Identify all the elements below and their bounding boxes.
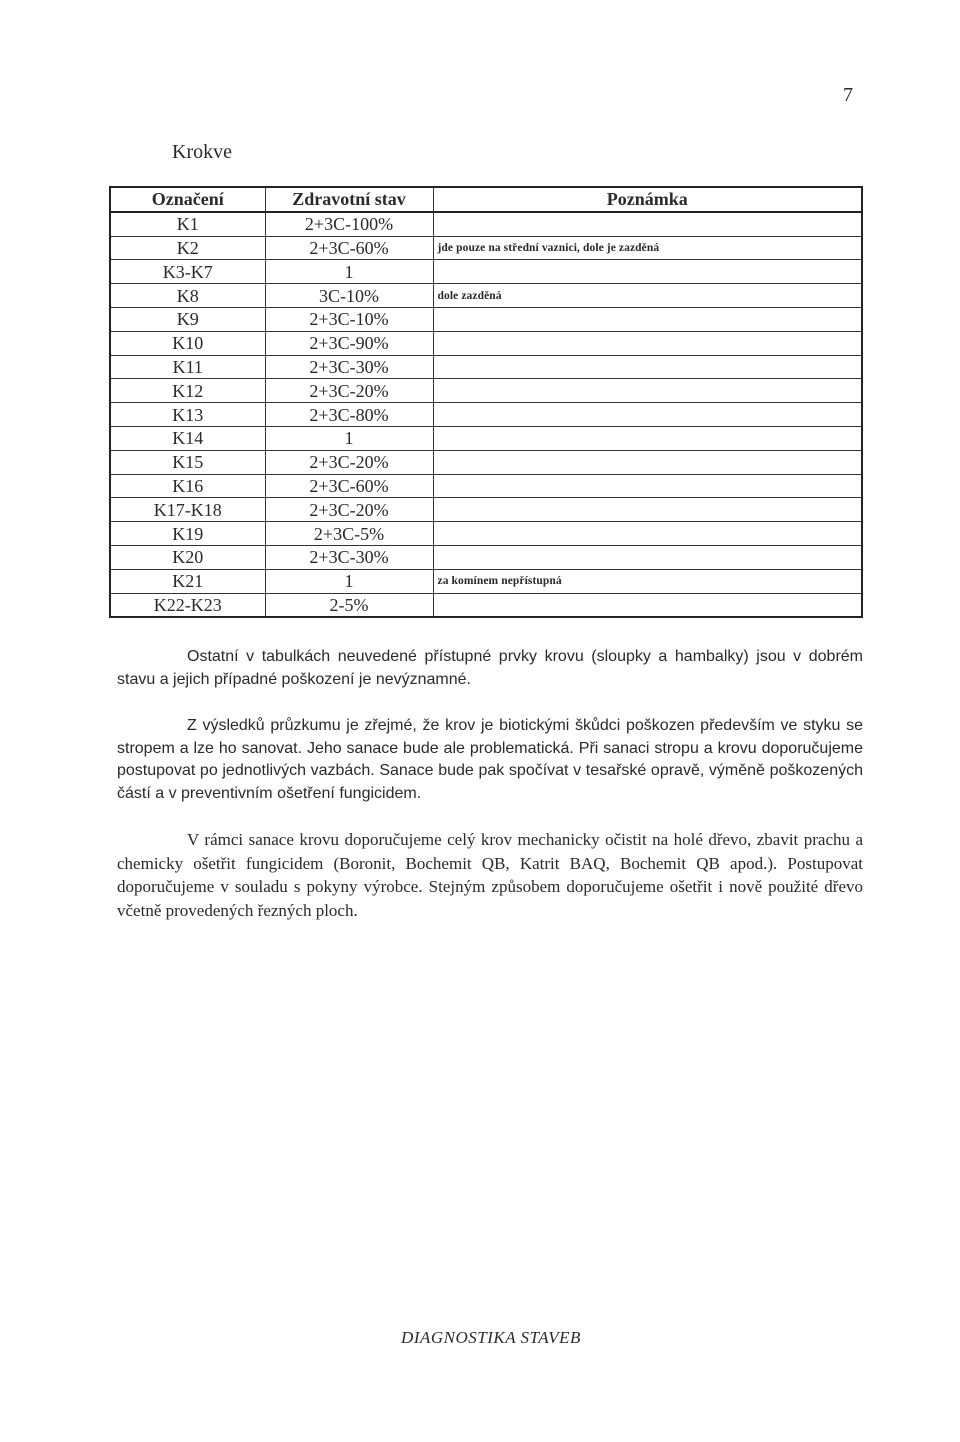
- page-number: 7: [843, 84, 853, 106]
- row-note: [433, 403, 862, 427]
- paragraph-other-elements: [117, 646, 863, 691]
- row-label: K20: [110, 545, 265, 569]
- row-state: 2+3C-20%: [265, 498, 433, 522]
- row-state: 3C-10%: [265, 284, 433, 308]
- row-note: za komínem nepřístupná: [433, 569, 862, 593]
- table-row: [110, 284, 862, 308]
- row-label: K13: [110, 403, 265, 427]
- row-state: 2+3C-20%: [265, 450, 433, 474]
- row-label: K12: [110, 379, 265, 403]
- row-label: K16: [110, 474, 265, 498]
- row-note: [433, 331, 862, 355]
- table-row: [110, 498, 862, 522]
- row-state: 2+3C-80%: [265, 403, 433, 427]
- row-state: 1: [265, 426, 433, 450]
- row-note: [433, 474, 862, 498]
- section-title: Krokve: [172, 141, 232, 163]
- table-row: [110, 545, 862, 569]
- row-label: K3-K7: [110, 260, 265, 284]
- rafters-health-table: [109, 186, 863, 618]
- row-label: K2: [110, 236, 265, 260]
- row-state: 2+3C-10%: [265, 307, 433, 331]
- table-row: [110, 474, 862, 498]
- table-row: [110, 426, 862, 450]
- table-row: [110, 236, 862, 260]
- footer-company: DIAGNOSTIKA STAVEB: [401, 1328, 581, 1347]
- row-state: 2+3C-90%: [265, 331, 433, 355]
- row-note: [433, 593, 862, 617]
- header-state: Zdravotní stav: [265, 187, 433, 212]
- row-note: [433, 426, 862, 450]
- row-label: K19: [110, 522, 265, 546]
- table-row: [110, 403, 862, 427]
- table-row: [110, 522, 862, 546]
- row-label: K10: [110, 331, 265, 355]
- table-row: [110, 331, 862, 355]
- row-label: K21: [110, 569, 265, 593]
- row-note: [433, 522, 862, 546]
- row-label: K11: [110, 355, 265, 379]
- table-row: [110, 593, 862, 617]
- header-label: Označení: [110, 187, 265, 212]
- row-state: 2+3C-5%: [265, 522, 433, 546]
- row-note: [433, 307, 862, 331]
- table-row: [110, 379, 862, 403]
- row-note: [433, 379, 862, 403]
- row-label: K9: [110, 307, 265, 331]
- row-label: K15: [110, 450, 265, 474]
- paragraph-text: V rámci sanace krovu doporučujeme celý krov mechanicky očistit na holé dřevo, zbavit prachu a chemicky ošetřit fungicidem (Boronit, Bochemit QB, Katrit BAQ, Bochemit QB apod.). Postupovat doporučujeme v souladu s pokyny výrobce. Stejným způsobem doporučujeme ošetřit i nově použité dřevo včetně provedených řezných ploch.: [117, 830, 863, 920]
- row-note: [433, 498, 862, 522]
- row-note: [433, 212, 862, 236]
- row-note: jde pouze na střední vaznici, dole je zazděná: [433, 236, 862, 260]
- row-state: 2-5%: [265, 593, 433, 617]
- row-label: K22-K23: [110, 593, 265, 617]
- paragraph-remediation: [117, 828, 863, 922]
- table-row: [110, 307, 862, 331]
- row-label: K17-K18: [110, 498, 265, 522]
- row-note: [433, 450, 862, 474]
- row-state: 2+3C-60%: [265, 474, 433, 498]
- row-state: 2+3C-30%: [265, 355, 433, 379]
- row-label: K14: [110, 426, 265, 450]
- header-note: Poznámka: [433, 187, 862, 212]
- paragraph-survey-results: [117, 715, 863, 805]
- row-label: K8: [110, 284, 265, 308]
- row-note: [433, 260, 862, 284]
- row-state: 1: [265, 569, 433, 593]
- row-state: 2+3C-20%: [265, 379, 433, 403]
- row-note: dole zazděná: [433, 284, 862, 308]
- row-state: 2+3C-60%: [265, 236, 433, 260]
- row-state: 2+3C-30%: [265, 545, 433, 569]
- table-row: [110, 569, 862, 593]
- table-row: [110, 212, 862, 236]
- table-row: [110, 260, 862, 284]
- paragraph-text: Ostatní v tabulkách neuvedené přístupné prvky krovu (sloupky a hambalky) jsou v dobrém stavu a jejich případné poškození je nevýznamné.: [117, 648, 863, 688]
- row-note: [433, 355, 862, 379]
- table-row: [110, 355, 862, 379]
- row-note: [433, 545, 862, 569]
- row-state: 1: [265, 260, 433, 284]
- row-state: 2+3C-100%: [265, 212, 433, 236]
- row-label: K1: [110, 212, 265, 236]
- table-header-row: [110, 187, 862, 212]
- table-row: [110, 450, 862, 474]
- paragraph-text: Z výsledků průzkumu je zřejmé, že krov je biotickými škůdci poškozen především ve styku se stropem a lze ho sanovat. Jeho sanace bude ale problematická. Při sanaci stropu a krovu doporučujeme postupovat po jednotlivých vazbách. Sanace bude pak spočívat v tesařské opravě, výměně poškozených částí a v preventivním ošetření fungicidem.: [117, 717, 863, 802]
